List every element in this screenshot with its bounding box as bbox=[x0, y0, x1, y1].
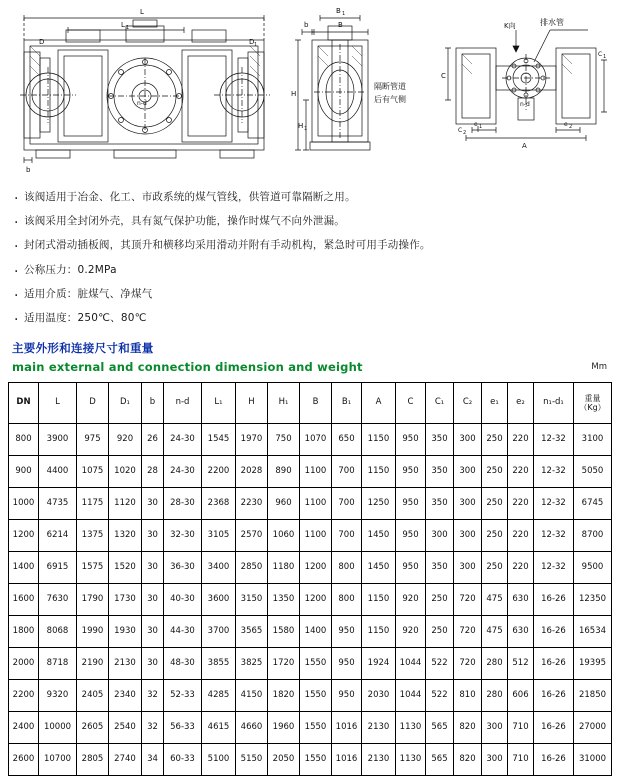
svg-text:n-d: n-d bbox=[137, 100, 147, 107]
table-cell: 1550 bbox=[300, 648, 332, 680]
table-cell: 1375 bbox=[77, 520, 109, 552]
svg-text:1: 1 bbox=[479, 124, 483, 130]
table-cell: 950 bbox=[396, 520, 426, 552]
table-cell: 630 bbox=[508, 616, 534, 648]
table-cell: 700 bbox=[332, 456, 362, 488]
table-row bbox=[9, 488, 612, 520]
table-cell: 1924 bbox=[362, 648, 396, 680]
heading-english: main external and connection dimension and weight bbox=[12, 360, 363, 375]
dimensions-table bbox=[8, 382, 612, 776]
table-cell: 280 bbox=[482, 680, 508, 712]
table-cell: 6214 bbox=[39, 520, 77, 552]
table-cell: 1130 bbox=[396, 712, 426, 744]
table-cell: 300 bbox=[482, 712, 508, 744]
table-cell: 8718 bbox=[39, 648, 77, 680]
table-cell: 12-32 bbox=[534, 520, 574, 552]
table-cell: 2850 bbox=[236, 552, 268, 584]
table-row bbox=[9, 520, 612, 552]
table-cell: 1020 bbox=[109, 456, 142, 488]
table-cell: 700 bbox=[332, 488, 362, 520]
table-cell: 975 bbox=[77, 424, 109, 456]
th-weight bbox=[574, 383, 612, 424]
table-cell: 350 bbox=[426, 552, 454, 584]
note-item: · 公称压力：0.2MPa bbox=[14, 263, 619, 278]
table-cell: 300 bbox=[454, 552, 482, 584]
table-cell: 24-30 bbox=[164, 424, 202, 456]
table-row bbox=[9, 744, 612, 776]
table-cell: 1150 bbox=[362, 456, 396, 488]
table-cell: 1720 bbox=[268, 648, 300, 680]
table-cell: 720 bbox=[454, 616, 482, 648]
table-row bbox=[9, 552, 612, 584]
table-cell: 44-30 bbox=[164, 616, 202, 648]
table-cell: 16534 bbox=[574, 616, 612, 648]
drawing-front-view bbox=[6, 0, 284, 180]
table-cell: 350 bbox=[426, 488, 454, 520]
table-cell: 12-32 bbox=[534, 488, 574, 520]
svg-text:2: 2 bbox=[569, 124, 573, 130]
table-cell: 2540 bbox=[109, 712, 142, 744]
table-cell: 220 bbox=[508, 424, 534, 456]
table-cell: 1820 bbox=[268, 680, 300, 712]
table-cell: 710 bbox=[508, 744, 534, 776]
table-cell: 1150 bbox=[362, 584, 396, 616]
table-cell: 1016 bbox=[332, 744, 362, 776]
table-cell: 2405 bbox=[77, 680, 109, 712]
table-cell: 16-26 bbox=[534, 648, 574, 680]
svg-text:1: 1 bbox=[342, 11, 346, 17]
table-cell: 1044 bbox=[396, 680, 426, 712]
table-cell: 1060 bbox=[268, 520, 300, 552]
table-row bbox=[9, 456, 612, 488]
table-cell: 3825 bbox=[236, 648, 268, 680]
table-cell: 565 bbox=[426, 744, 454, 776]
cell-dn: 1000 bbox=[9, 488, 39, 520]
table-cell: 56-33 bbox=[164, 712, 202, 744]
table-cell: 920 bbox=[109, 424, 142, 456]
table-cell: 1180 bbox=[268, 552, 300, 584]
table-cell: 48-30 bbox=[164, 648, 202, 680]
svg-text:K向: K向 bbox=[504, 22, 516, 30]
table-cell: 5100 bbox=[202, 744, 236, 776]
svg-text:D: D bbox=[249, 38, 255, 46]
table-cell: 12-32 bbox=[534, 456, 574, 488]
table-cell: 1990 bbox=[77, 616, 109, 648]
unit-label: Mm bbox=[591, 362, 607, 373]
th-weight-cn: 重量 bbox=[584, 394, 601, 404]
table-cell: 1730 bbox=[109, 584, 142, 616]
svg-text:H: H bbox=[298, 122, 304, 130]
table-cell: 800 bbox=[332, 552, 362, 584]
svg-text:L: L bbox=[140, 8, 144, 16]
table-cell: 1070 bbox=[300, 424, 332, 456]
table-cell: 250 bbox=[426, 584, 454, 616]
table-cell: 350 bbox=[426, 456, 454, 488]
table-cell: 5050 bbox=[574, 456, 612, 488]
table-cell: 2230 bbox=[236, 488, 268, 520]
table-cell: 40-30 bbox=[164, 584, 202, 616]
table-cell: 950 bbox=[396, 424, 426, 456]
th-a: A bbox=[362, 383, 396, 424]
table-cell: 2368 bbox=[202, 488, 236, 520]
table-cell: 30 bbox=[142, 648, 164, 680]
table-cell: 1130 bbox=[396, 744, 426, 776]
table-cell: 2130 bbox=[362, 712, 396, 744]
table-cell: 34 bbox=[142, 744, 164, 776]
cell-dn: 1400 bbox=[9, 552, 39, 584]
table-cell: 250 bbox=[482, 424, 508, 456]
table-cell: 800 bbox=[332, 584, 362, 616]
table-cell: 220 bbox=[508, 456, 534, 488]
table-cell: 300 bbox=[426, 520, 454, 552]
svg-text:1: 1 bbox=[126, 25, 130, 31]
table-cell: 630 bbox=[508, 584, 534, 616]
note-item: · 该阀采用全封闭外壳，具有氮气保护功能，操作时煤气不向外泄漏。 bbox=[14, 214, 619, 229]
svg-text:1: 1 bbox=[254, 42, 258, 48]
table-cell: 2805 bbox=[77, 744, 109, 776]
table-cell: 1520 bbox=[109, 552, 142, 584]
th-l1: L₁ bbox=[202, 383, 236, 424]
table-cell: 3565 bbox=[236, 616, 268, 648]
table-cell: 1044 bbox=[396, 648, 426, 680]
th-c2: C₂ bbox=[454, 383, 482, 424]
table-cell: 522 bbox=[426, 680, 454, 712]
th-bb: B bbox=[300, 383, 332, 424]
annotation-gas-side: 后有气侧 bbox=[374, 95, 406, 104]
svg-text:D: D bbox=[39, 38, 45, 46]
table-row bbox=[9, 680, 612, 712]
table-cell: 1790 bbox=[77, 584, 109, 616]
table-cell: 1970 bbox=[236, 424, 268, 456]
table-cell: 30 bbox=[142, 616, 164, 648]
table-cell: 1100 bbox=[300, 520, 332, 552]
section-heading bbox=[12, 340, 619, 374]
table-cell: 2570 bbox=[236, 520, 268, 552]
cell-dn: 1600 bbox=[9, 584, 39, 616]
th-e1: e₁ bbox=[482, 383, 508, 424]
th-dn: DN bbox=[9, 383, 39, 424]
specification-notes bbox=[0, 190, 619, 326]
table-cell: 1250 bbox=[362, 488, 396, 520]
th-e2: e₂ bbox=[508, 383, 534, 424]
table-cell: 16-26 bbox=[534, 584, 574, 616]
table-cell: 3100 bbox=[574, 424, 612, 456]
svg-text:C: C bbox=[598, 51, 603, 58]
th-c: C bbox=[396, 383, 426, 424]
table-cell: 32 bbox=[142, 680, 164, 712]
table-cell: 4735 bbox=[39, 488, 77, 520]
note-item: · 适用温度：250℃、80℃ bbox=[14, 311, 619, 326]
table-cell: 5150 bbox=[236, 744, 268, 776]
table-cell: 12350 bbox=[574, 584, 612, 616]
table-cell: 750 bbox=[268, 424, 300, 456]
table-cell: 2190 bbox=[77, 648, 109, 680]
table-cell: 950 bbox=[396, 456, 426, 488]
table-cell: 890 bbox=[268, 456, 300, 488]
table-cell: 1550 bbox=[300, 680, 332, 712]
note-item: · 该阀适用于冶金、化工、市政系统的煤气管线，供管道可靠隔断之用。 bbox=[14, 190, 619, 205]
cell-dn: 2000 bbox=[9, 648, 39, 680]
table-cell: 9320 bbox=[39, 680, 77, 712]
table-cell: 1960 bbox=[268, 712, 300, 744]
table-cell: 1200 bbox=[300, 552, 332, 584]
table-cell: 2050 bbox=[268, 744, 300, 776]
table-cell: 1450 bbox=[362, 552, 396, 584]
table-cell: 1545 bbox=[202, 424, 236, 456]
table-cell: 28-30 bbox=[164, 488, 202, 520]
svg-text:B: B bbox=[336, 7, 341, 15]
table-cell: 1100 bbox=[300, 456, 332, 488]
table-cell: 710 bbox=[508, 712, 534, 744]
svg-text:b: b bbox=[26, 166, 31, 174]
table-row bbox=[9, 712, 612, 744]
svg-text:C: C bbox=[458, 127, 463, 134]
table-cell: 220 bbox=[508, 552, 534, 584]
table-cell: 4150 bbox=[236, 680, 268, 712]
table-cell: 512 bbox=[508, 648, 534, 680]
svg-text:e: e bbox=[474, 121, 478, 128]
cell-dn: 2600 bbox=[9, 744, 39, 776]
table-cell: 950 bbox=[332, 648, 362, 680]
drawing-end-view bbox=[438, 0, 614, 180]
table-cell: 4400 bbox=[39, 456, 77, 488]
table-cell: 1930 bbox=[109, 616, 142, 648]
table-cell: 1150 bbox=[362, 424, 396, 456]
table-cell: 10000 bbox=[39, 712, 77, 744]
th-h1: H₁ bbox=[268, 383, 300, 424]
table-cell: 1120 bbox=[109, 488, 142, 520]
table-cell: 8068 bbox=[39, 616, 77, 648]
table-cell: 1150 bbox=[362, 616, 396, 648]
table-cell: 26 bbox=[142, 424, 164, 456]
table-cell: 300 bbox=[454, 520, 482, 552]
table-cell: 60-33 bbox=[164, 744, 202, 776]
note-item: · 适用介质：脏煤气、净煤气 bbox=[14, 287, 619, 302]
cell-dn: 1800 bbox=[9, 616, 39, 648]
table-cell: 3900 bbox=[39, 424, 77, 456]
table-cell: 30 bbox=[142, 552, 164, 584]
svg-text:2: 2 bbox=[463, 130, 467, 136]
table-cell: 2740 bbox=[109, 744, 142, 776]
table-cell: 1100 bbox=[300, 488, 332, 520]
table-cell: 19395 bbox=[574, 648, 612, 680]
table-cell: 300 bbox=[454, 488, 482, 520]
cell-dn: 900 bbox=[9, 456, 39, 488]
table-row bbox=[9, 584, 612, 616]
table-cell: 30 bbox=[142, 584, 164, 616]
table-cell: 1175 bbox=[77, 488, 109, 520]
table-cell: 52-33 bbox=[164, 680, 202, 712]
table-cell: 250 bbox=[482, 488, 508, 520]
table-cell: 8700 bbox=[574, 520, 612, 552]
table-cell: 27000 bbox=[574, 712, 612, 744]
table-cell: 720 bbox=[454, 584, 482, 616]
table-cell: 12-32 bbox=[534, 424, 574, 456]
table-cell: 475 bbox=[482, 616, 508, 648]
table-cell: 920 bbox=[396, 584, 426, 616]
table-cell: 1350 bbox=[268, 584, 300, 616]
th-weight-unit: （Kg） bbox=[579, 403, 606, 413]
table-cell: 16-26 bbox=[534, 712, 574, 744]
svg-text:C: C bbox=[441, 72, 446, 80]
table-cell: 650 bbox=[332, 424, 362, 456]
table-cell: 28 bbox=[142, 456, 164, 488]
annotation-isolated-pipe: 隔断管道 bbox=[374, 82, 406, 91]
th-h: H bbox=[236, 383, 268, 424]
table-cell: 7630 bbox=[39, 584, 77, 616]
table-cell: 30 bbox=[142, 488, 164, 520]
table-cell: 820 bbox=[454, 712, 482, 744]
svg-text:e: e bbox=[564, 121, 568, 128]
table-cell: 4285 bbox=[202, 680, 236, 712]
table-cell: 4615 bbox=[202, 712, 236, 744]
table-cell: 2200 bbox=[202, 456, 236, 488]
table-cell: 300 bbox=[454, 424, 482, 456]
table-cell: 6915 bbox=[39, 552, 77, 584]
table-cell: 720 bbox=[454, 648, 482, 680]
svg-text:A: A bbox=[522, 142, 527, 150]
table-cell: 1450 bbox=[362, 520, 396, 552]
table-cell: 2130 bbox=[109, 648, 142, 680]
cell-dn: 1200 bbox=[9, 520, 39, 552]
technical-drawings bbox=[0, 0, 619, 180]
table-cell: 220 bbox=[508, 488, 534, 520]
table-cell: 16-26 bbox=[534, 744, 574, 776]
cell-dn: 2400 bbox=[9, 712, 39, 744]
table-cell: 522 bbox=[426, 648, 454, 680]
svg-text:L: L bbox=[121, 21, 125, 29]
table-cell: 280 bbox=[482, 648, 508, 680]
table-cell: 820 bbox=[454, 744, 482, 776]
table-cell: 16-26 bbox=[534, 680, 574, 712]
dimensions-table-wrapper bbox=[8, 382, 611, 776]
cell-dn: 2200 bbox=[9, 680, 39, 712]
table-cell: 1580 bbox=[268, 616, 300, 648]
table-cell: 31000 bbox=[574, 744, 612, 776]
table-cell: 1400 bbox=[300, 616, 332, 648]
svg-text:B: B bbox=[338, 21, 343, 29]
th-b1: B₁ bbox=[332, 383, 362, 424]
svg-text:b: b bbox=[304, 21, 309, 29]
table-cell: 950 bbox=[332, 616, 362, 648]
heading-chinese: 主要外形和连接尺寸和重量 bbox=[12, 341, 154, 356]
th-n-d: n-d bbox=[164, 383, 202, 424]
th-d: D bbox=[77, 383, 109, 424]
table-header-row bbox=[9, 383, 612, 424]
th-l: L bbox=[39, 383, 77, 424]
table-cell: 4660 bbox=[236, 712, 268, 744]
table-cell: 960 bbox=[268, 488, 300, 520]
th-n1-d1: n₁-d₁ bbox=[534, 383, 574, 424]
svg-text:1: 1 bbox=[603, 54, 607, 60]
table-cell: 24-30 bbox=[164, 456, 202, 488]
table-cell: 2028 bbox=[236, 456, 268, 488]
svg-text:n-d: n-d bbox=[520, 101, 530, 108]
table-cell: 350 bbox=[426, 424, 454, 456]
table-cell: 32-30 bbox=[164, 520, 202, 552]
table-cell: 1550 bbox=[300, 712, 332, 744]
table-cell: 3600 bbox=[202, 584, 236, 616]
table-cell: 475 bbox=[482, 584, 508, 616]
table-row bbox=[9, 648, 612, 680]
table-cell: 920 bbox=[396, 616, 426, 648]
table-cell: 606 bbox=[508, 680, 534, 712]
table-cell: 6745 bbox=[574, 488, 612, 520]
table-cell: 9500 bbox=[574, 552, 612, 584]
table-cell: 2605 bbox=[77, 712, 109, 744]
table-row bbox=[9, 424, 612, 456]
table-cell: 2340 bbox=[109, 680, 142, 712]
table-cell: 30 bbox=[142, 520, 164, 552]
table-cell: 2130 bbox=[362, 744, 396, 776]
table-cell: 300 bbox=[454, 456, 482, 488]
table-cell: 3855 bbox=[202, 648, 236, 680]
svg-text:H: H bbox=[291, 90, 297, 98]
table-cell: 16-26 bbox=[534, 616, 574, 648]
table-cell: 950 bbox=[396, 488, 426, 520]
table-cell: 700 bbox=[332, 520, 362, 552]
th-c1: C₁ bbox=[426, 383, 454, 424]
table-cell: 3400 bbox=[202, 552, 236, 584]
table-cell: 1200 bbox=[300, 584, 332, 616]
table-cell: 3700 bbox=[202, 616, 236, 648]
table-cell: 250 bbox=[482, 456, 508, 488]
table-cell: 1075 bbox=[77, 456, 109, 488]
table-row bbox=[9, 616, 612, 648]
table-cell: 1016 bbox=[332, 712, 362, 744]
table-body bbox=[9, 424, 612, 776]
table-cell: 1550 bbox=[300, 744, 332, 776]
table-cell: 950 bbox=[396, 552, 426, 584]
table-cell: 950 bbox=[332, 680, 362, 712]
th-d1: D₁ bbox=[109, 383, 142, 424]
annotation-drain-pipe: 排水管 bbox=[540, 18, 564, 27]
note-item: · 封闭式滑动插板阀，其顶升和横移均采用滑动并附有手动机构，紧急时可用手动操作。 bbox=[14, 238, 619, 253]
table-cell: 1575 bbox=[77, 552, 109, 584]
th-b: b bbox=[142, 383, 164, 424]
table-cell: 250 bbox=[482, 520, 508, 552]
table-cell: 250 bbox=[426, 616, 454, 648]
table-cell: 810 bbox=[454, 680, 482, 712]
table-cell: 3150 bbox=[236, 584, 268, 616]
table-cell: 36-30 bbox=[164, 552, 202, 584]
table-cell: 3105 bbox=[202, 520, 236, 552]
cell-dn: 800 bbox=[9, 424, 39, 456]
table-cell: 220 bbox=[508, 520, 534, 552]
table-cell: 1320 bbox=[109, 520, 142, 552]
table-cell: 21850 bbox=[574, 680, 612, 712]
svg-text:1: 1 bbox=[304, 126, 308, 132]
table-cell: 565 bbox=[426, 712, 454, 744]
table-cell: 32 bbox=[142, 712, 164, 744]
table-cell: 12-32 bbox=[534, 552, 574, 584]
table-cell: 250 bbox=[482, 552, 508, 584]
table-cell: 2030 bbox=[362, 680, 396, 712]
table-cell: 300 bbox=[482, 744, 508, 776]
table-cell: 10700 bbox=[39, 744, 77, 776]
